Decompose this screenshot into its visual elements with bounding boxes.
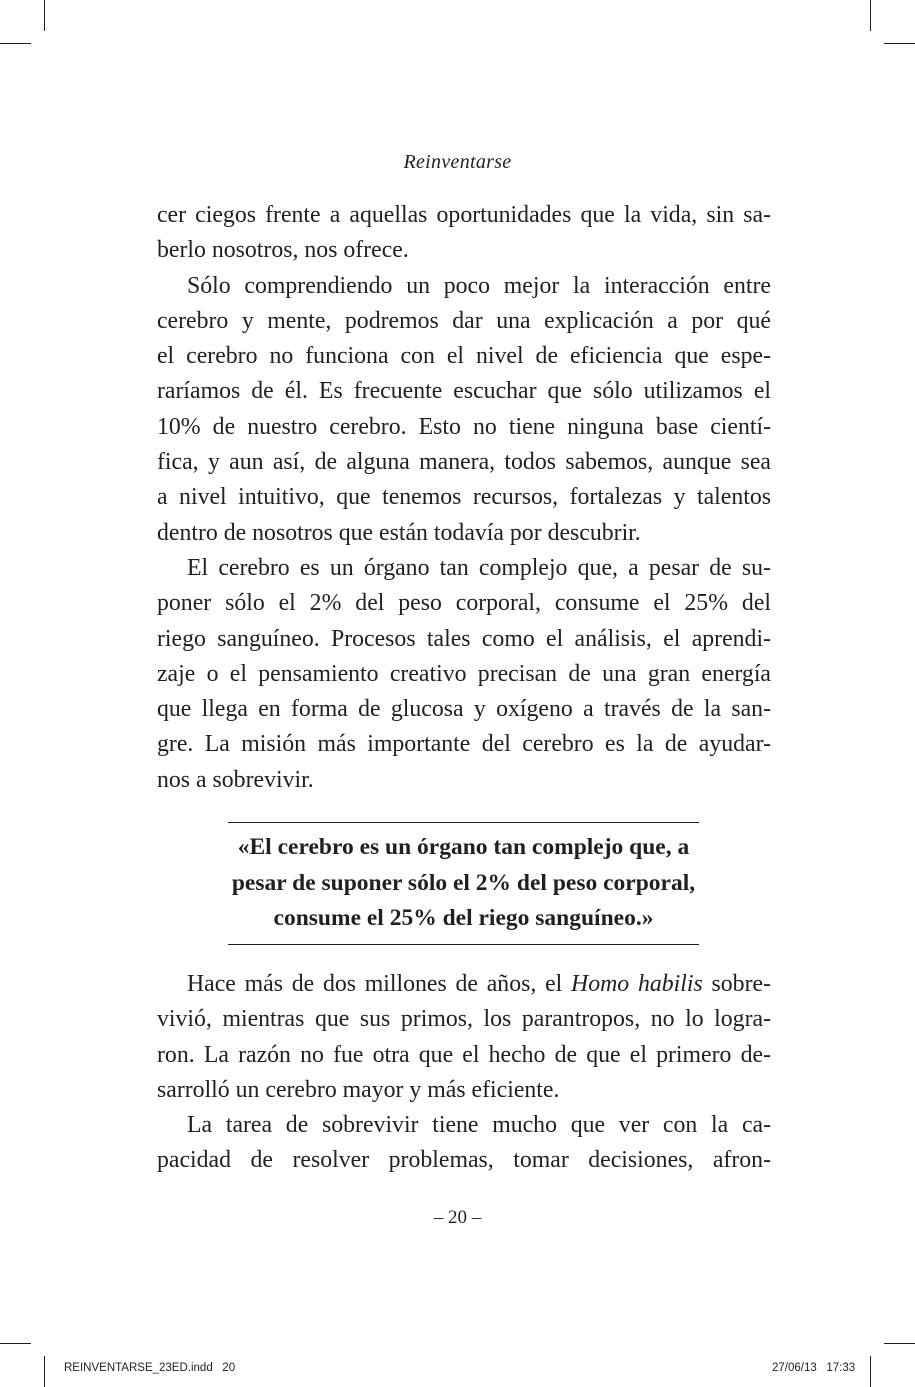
body-line: berlo nosotros, nos ofrece. xyxy=(157,237,409,264)
pull-quote-line: pesar de suponer sólo el 2% del peso corporal, xyxy=(231,869,696,896)
slug-datetime: 27/06/13 17:33 xyxy=(772,1362,856,1374)
body-line: que llega en forma de glucosa y oxígeno a través de la san- xyxy=(157,696,771,723)
body-line: a nivel intuitivo, que tenemos recursos, fortalezas y talentos xyxy=(157,484,771,511)
body-text-bottom xyxy=(157,967,771,1179)
crop-mark-bottom-left-vertical xyxy=(44,1356,45,1387)
body-line: dentro de nosotros que están todavía por descubrir. xyxy=(157,519,641,546)
body-line: El cerebro es un órgano tan complejo que, a pesar de su- xyxy=(187,554,771,581)
crop-mark-top-left-horizontal xyxy=(0,43,31,44)
body-line xyxy=(157,967,771,1002)
body-line: riego sanguíneo. Procesos tales como el análisis, el aprendi- xyxy=(157,625,771,652)
crop-mark-top-left-vertical xyxy=(44,0,45,31)
body-text-span: sobre- xyxy=(702,971,771,997)
body-line: raríamos de él. Es frecuente escuchar que sólo utilizamos el xyxy=(157,378,771,405)
running-head: Reinventarse xyxy=(403,151,512,173)
body-line: zaje o el pensamiento creativo precisan de una gran energía xyxy=(157,660,771,687)
body-line: 10% de nuestro cerebro. Esto no tiene ninguna base cientí- xyxy=(157,413,771,440)
crop-mark-top-right-horizontal xyxy=(884,43,915,44)
body-line: La tarea de sobrevivir tiene mucho que ver con la ca- xyxy=(187,1112,771,1139)
body-line: cerebro y mente, podremos dar una explicación a por qué xyxy=(157,307,771,334)
body-line: poner sólo el 2% del peso corporal, consume el 25% del xyxy=(157,590,771,617)
crop-mark-bottom-right-horizontal xyxy=(884,1343,915,1344)
pull-quote-line: consume el 25% del riego sanguíneo.» xyxy=(273,905,654,931)
body-line: vivió, mientras que sus primos, los parantropos, no lo logra- xyxy=(157,1006,771,1033)
crop-mark-top-right-vertical xyxy=(870,0,871,31)
body-line: nos a sobrevivir. xyxy=(157,766,314,793)
body-text-top xyxy=(157,198,771,798)
crop-mark-bottom-left-horizontal xyxy=(0,1343,31,1344)
body-text-span: Hace más de dos millones de años, el xyxy=(187,971,572,997)
pull-quote-line: «El cerebro es un órgano tan complejo que, a xyxy=(237,834,690,860)
body-line: gre. La misión más importante del cerebro es la de ayudar- xyxy=(157,731,771,758)
body-line: Sólo comprendiendo un poco mejor la interacción entre xyxy=(187,272,771,299)
page-number: – 20 – xyxy=(433,1207,482,1228)
body-line: pacidad de resolver problemas, tomar decisiones, afron- xyxy=(157,1147,771,1174)
body-line: cer ciegos frente a aquellas oportunidades que la vida, sin sa- xyxy=(157,202,771,228)
body-line: ron. La razón no fue otra que el hecho de que el primero de- xyxy=(157,1041,771,1068)
italic-species-name: Homo habilis xyxy=(571,971,703,997)
body-line: fica, y aun así, de alguna manera, todos sabemos, aunque sea xyxy=(157,449,771,476)
pull-quote xyxy=(228,822,699,945)
body-line: el cerebro no funciona con el nivel de eficiencia que espe- xyxy=(157,343,771,370)
crop-mark-bottom-right-vertical xyxy=(870,1356,871,1387)
slug-filename: REINVENTARSE_23ED.indd 20 xyxy=(64,1362,236,1374)
body-line: sarrolló un cerebro mayor y más eficiente. xyxy=(157,1076,560,1103)
